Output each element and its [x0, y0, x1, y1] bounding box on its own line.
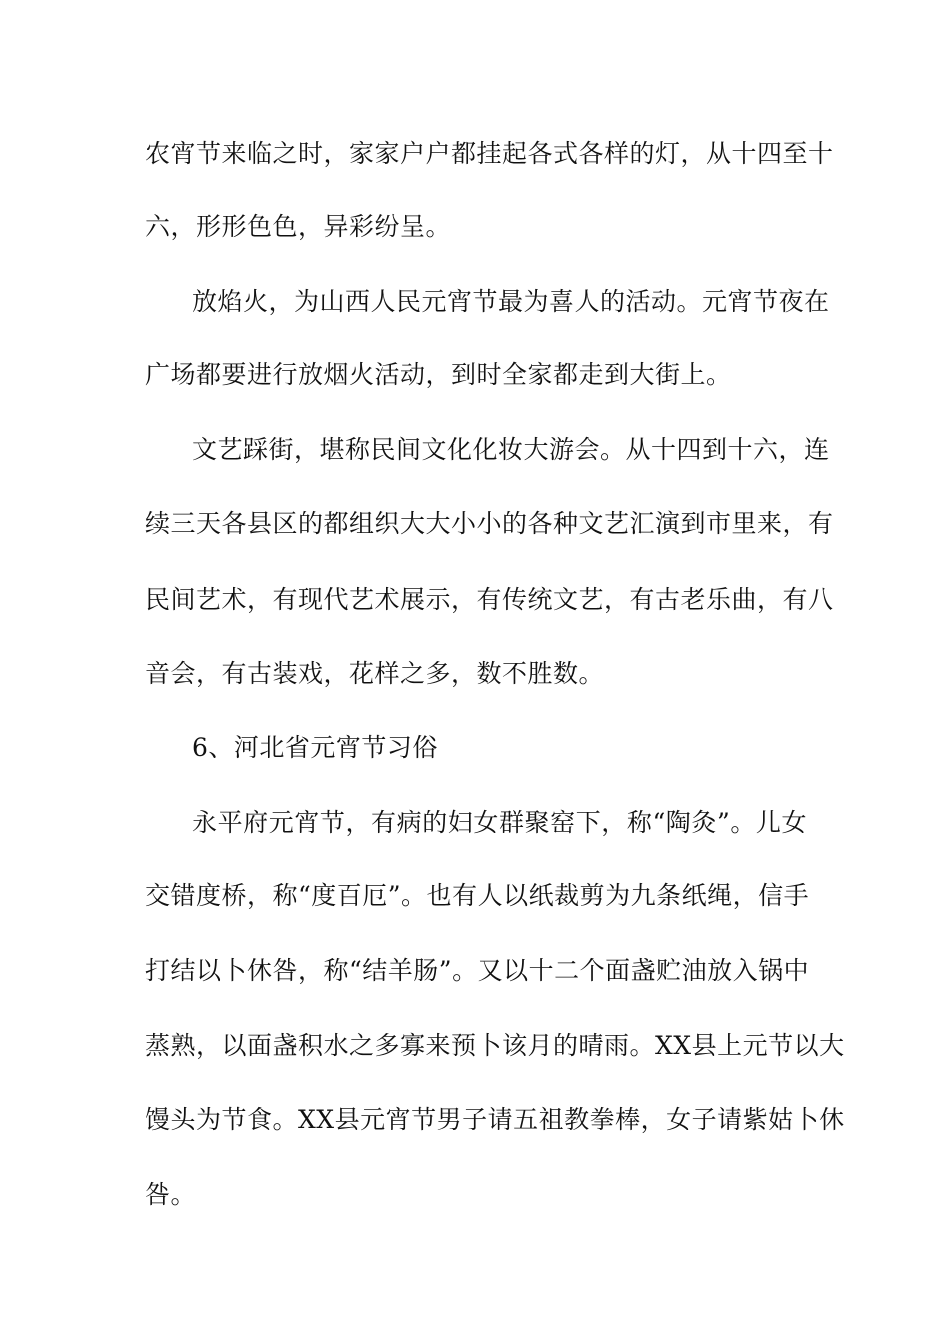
paragraph-line: 六，形形色色，异彩纷呈。: [145, 212, 452, 241]
paragraph-line: 打结以卜休咎，称“结羊肠”。又以十二个面盏贮油放入锅中: [145, 956, 810, 985]
paragraph-line: 咎。: [145, 1180, 197, 1209]
paragraph-line: 文艺踩街，堪称民间文化化妆大游会。从十四到十六，连: [192, 435, 830, 464]
paragraph-line: 永平府元宵节，有病的妇女群聚窑下，称“陶灸”。儿女: [192, 808, 807, 837]
paragraph-line: 交错度桥，称“度百厄”。也有人以纸裁剪为九条纸绳，信手: [145, 881, 810, 910]
paragraph-line: 民间艺术，有现代艺术展示，有传统文艺，有古老乐曲，有八: [145, 585, 834, 614]
paragraph-line: 馒头为节食。XX县元宵节男子请五祖教拳棒，女子请紫姑卜休: [145, 1105, 845, 1134]
paragraph-line: 续三天各县区的都组织大大小小的各种文艺汇演到市里来，有: [145, 509, 834, 538]
section-heading: 6、河北省元宵节习俗: [192, 733, 438, 762]
paragraph-line: 放焰火，为山西人民元宵节最为喜人的活动。元宵节夜在: [192, 287, 830, 316]
paragraph-line: 音会，有古装戏，花样之多，数不胜数。: [145, 659, 605, 688]
paragraph-line: 蒸熟，以面盏积水之多寡来预卜该月的晴雨。XX县上元节以大: [145, 1031, 845, 1060]
paragraph-line: 农宵节来临之时，家家户户都挂起各式各样的灯，从十四至十: [145, 139, 834, 168]
paragraph-line: 广场都要进行放烟火活动，到时全家都走到大街上。: [145, 360, 732, 389]
